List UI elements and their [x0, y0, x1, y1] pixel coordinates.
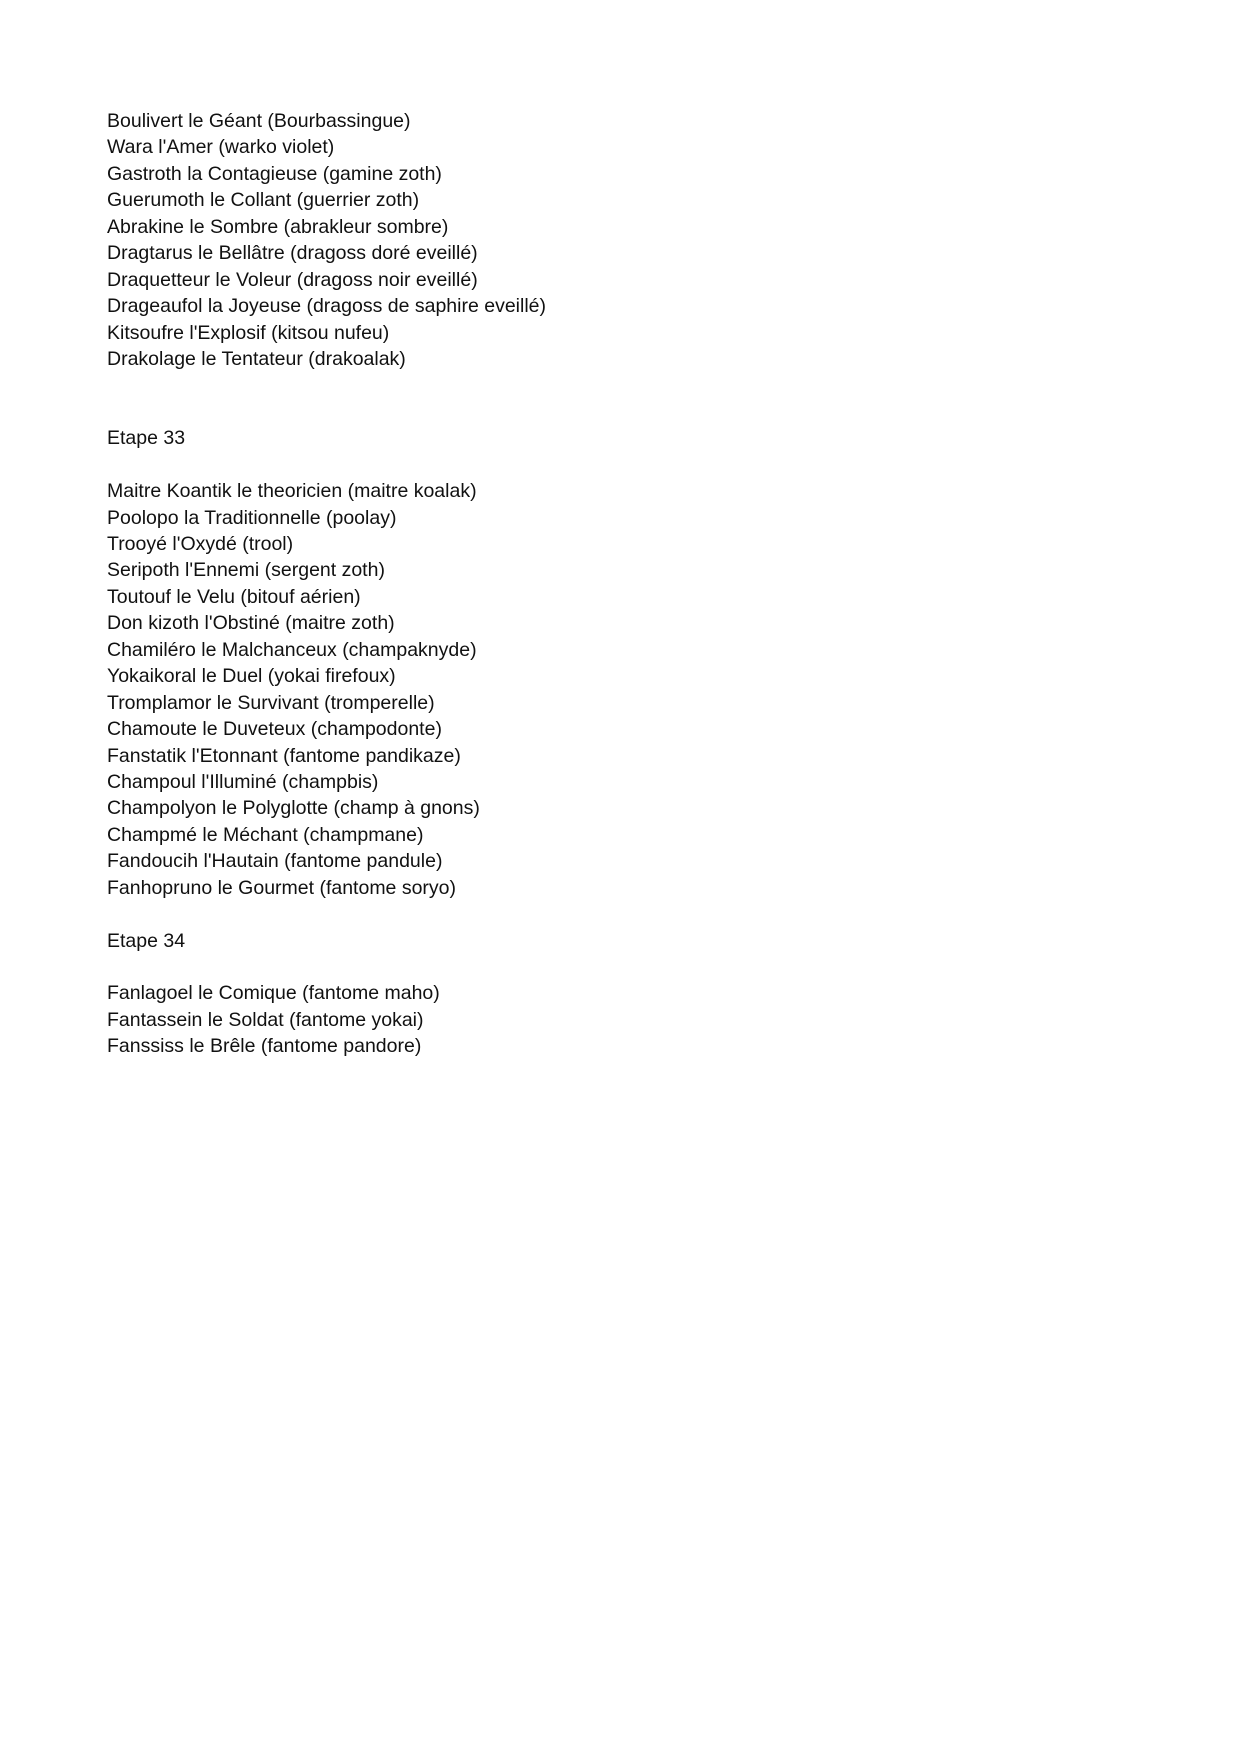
- list-item: Draquetteur le Voleur (dragoss noir eveillé): [107, 268, 478, 291]
- list-item: Gastroth la Contagieuse (gamine zoth): [107, 162, 442, 185]
- blank-line: [107, 901, 1137, 927]
- list-item: Yokaikoral le Duel (yokai firefoux): [107, 665, 396, 688]
- list-item: Poolopo la Traditionnelle (poolay): [107, 506, 397, 529]
- document-page: [107, 108, 1137, 1060]
- section-etape-33: [107, 425, 1137, 901]
- list-item: Drakolage le Tentateur (drakoalak): [107, 347, 406, 370]
- list-item: Fanstatik l'Etonnant (fantome pandikaze): [107, 744, 461, 767]
- section-heading: Etape 34: [107, 929, 186, 952]
- list-item: Kitsoufre l'Explosif (kitsou nufeu): [107, 321, 390, 344]
- list-item: Tromplamor le Survivant (tromperelle): [107, 691, 435, 714]
- list-item: Fanlagoel le Comique (fantome maho): [107, 982, 440, 1005]
- list-item: Boulivert le Géant (Bourbassingue): [107, 110, 411, 132]
- list-item: Champolyon le Polyglotte (champ à gnons): [107, 797, 480, 820]
- list-item: Seripoth l'Ennemi (sergent zoth): [107, 559, 385, 582]
- list-item: Fanhopruno le Gourmet (fantome soryo): [107, 876, 457, 899]
- list-item: Maitre Koantik le theoricien (maitre koalak): [107, 480, 477, 503]
- list-item: Champoul l'Illuminé (champbis): [107, 770, 379, 793]
- list-item: Chamiléro le Malchanceux (champaknyde): [107, 638, 477, 661]
- list-item: Don kizoth l'Obstiné (maitre zoth): [107, 612, 395, 635]
- blank-line: [107, 954, 1137, 980]
- list-item: Dragtarus le Bellâtre (dragoss doré eveillé): [107, 242, 478, 265]
- list-item: Fanssiss le Brêle (fantome pandore): [107, 1035, 422, 1058]
- list-item: Toutouf le Velu (bitouf aérien): [107, 585, 361, 608]
- list-item: Abrakine le Sombre (abrakleur sombre): [107, 215, 449, 238]
- list-item: Trooyé l'Oxydé (trool): [107, 533, 294, 555]
- list-item: Champmé le Méchant (champmane): [107, 823, 424, 846]
- section-heading: Etape 33: [107, 427, 186, 450]
- blank-line: [107, 372, 1137, 398]
- blank-line: [107, 399, 1137, 425]
- list-item: Fantassein le Soldat (fantome yokai): [107, 1008, 424, 1031]
- list-item: Fandoucih l'Hautain (fantome pandule): [107, 850, 443, 873]
- list-item: Drageaufol la Joyeuse (dragoss de saphire eveillé): [107, 295, 546, 318]
- section-etape-34: [107, 928, 1137, 1060]
- list-item: Chamoute le Duveteux (champodonte): [107, 718, 442, 741]
- list-item: Guerumoth le Collant (guerrier zoth): [107, 189, 420, 212]
- intro-list: [107, 108, 1137, 372]
- list-item: Wara l'Amer (warko violet): [107, 136, 335, 159]
- blank-line: [107, 452, 1137, 478]
